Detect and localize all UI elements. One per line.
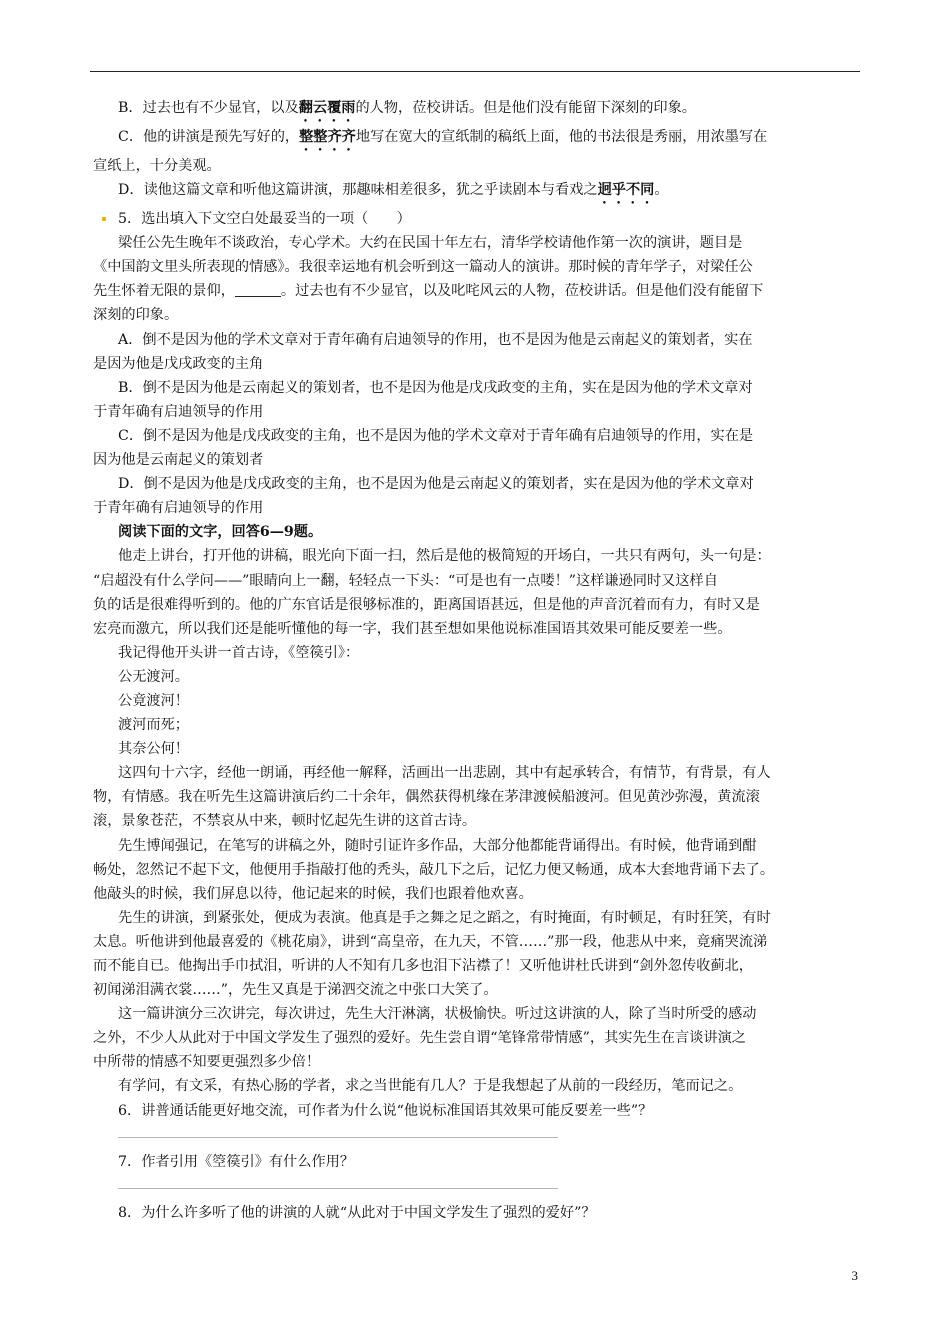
q4-option-b-emphasis: 翻云覆雨 xyxy=(298,100,356,116)
reading-line: 负的话是很难得听到的。他的广东官话是很够标准的，距离国语甚远，但是他的声音沉着而有力，有时又是 xyxy=(93,596,760,613)
q4-option-c-emphasis: 整整齐齐 xyxy=(299,129,356,145)
poem-line: 公竟渡河！ xyxy=(118,692,189,709)
reading-line: 这四句十六字，经他一朗诵，再经他一解释，活画出一出悲剧，其中有起承转合，有情节，有背景，有人 xyxy=(118,765,771,782)
reading-line: 先生博闻强记，在笔写的讲稿之外，随时引证许多作品，大部分他都能背诵得出。有时候，他背诵到酣 xyxy=(118,837,757,854)
q5-passage-text: 。过去也有不少显官，以及叱咤风云的人物，莅校讲话。但是他们没有能留下 xyxy=(280,283,764,300)
q4-option-c-text: C．他的讲演是预先写好的， xyxy=(118,129,300,145)
header-rule xyxy=(90,71,860,72)
q5-option-b-cont: 于青年确有启迪领导的作用 xyxy=(93,403,264,420)
answer-line[interactable] xyxy=(118,1188,558,1189)
q5-option-b: B．倒不是因为他是云南起义的策划者，也不是因为他是戊戌政变的主角，实在是因为他的学术文章对 xyxy=(118,379,753,396)
q4-option-b-text-end: 的人物，莅校讲话。但是他们没有能留下深刻的印象。 xyxy=(355,100,696,116)
q5-option-a: A．倒不是因为他的学术文章对于青年确有启迪领导的作用，也不是因为他是云南起义的策划者，实在 xyxy=(118,331,753,348)
poem-line: 公无渡河。 xyxy=(118,668,189,685)
q4-option-c-cont: 宣纸上，十分美观。 xyxy=(93,158,221,174)
poem-line: 渡河而死； xyxy=(118,717,189,734)
q5-option-a-cont: 是因为他是戊戌政变的主角 xyxy=(93,355,264,372)
question-6: 6．讲普通话能更好地交流，可作者为什么说“他说标准国语其效果可能反要差一些”？ xyxy=(118,1102,653,1119)
q5-option-d: D．倒不是因为他是戊戌政变的主角，也不是因为他是云南起义的策划者，实在是因为他的学术文章对 xyxy=(118,476,754,493)
question-8: 8．为什么许多听了他的讲演的人就“从此对于中国文学发生了强烈的爱好”？ xyxy=(118,1204,596,1221)
q4-option-c xyxy=(93,125,860,154)
q4-option-b xyxy=(93,96,860,125)
q5-passage-line: 深刻的印象。 xyxy=(93,307,179,324)
poem-line: 其奈公何！ xyxy=(118,741,189,758)
q4-option-d xyxy=(93,178,860,207)
margin-mark-icon xyxy=(102,217,106,221)
q5-stem-text: 5．选出填入下文空白处最妥当的一项（ ） xyxy=(118,211,411,228)
reading-line: 滚，景象苍茫，不禁哀从中来，顿时忆起先生讲的这首古诗。 xyxy=(93,813,477,830)
reading-line: “启超没有什么学问——”眼睛向上一翻，轻轻点一下头：“可是也有一点喽！”这样谦逊同时又这样自 xyxy=(93,572,718,589)
fill-in-blank xyxy=(235,282,281,297)
q5-passage-line: 《中国韵文里头所表现的情感》。我很幸运地有机会听到这一篇动人的演讲。那时候的青年学子，对梁任公 xyxy=(93,259,753,276)
reading-line: 先生的讲演，到紧张处，便成为表演。他真是手之舞之足之蹈之，有时掩面，有时顿足，有时狂笑，有时 xyxy=(118,909,771,926)
q5-passage-text: 先生怀着无限的景仰， xyxy=(93,283,235,300)
reading-line: 太息。听他讲到他最喜爱的《桃花扇》，讲到“高皇帝，在九天，不管……”那一段，他悲从中来，竟痛哭流涕 xyxy=(93,933,768,950)
question-7: 7．作者引用《箜篌引》有什么作用？ xyxy=(118,1153,355,1170)
q4-option-d-emphasis: 迥乎不同 xyxy=(597,182,655,199)
q5-option-c: C．倒不是因为他是戊戌政变的主角，也不是因为他的学术文章对于青年确有启迪领导的作用，实在是 xyxy=(118,427,754,444)
q5-passage-line xyxy=(93,279,860,303)
reading-line: 初闻涕泪满衣裳……”，先生又真是于涕泗交流之中张口大笑了。 xyxy=(93,982,498,999)
reading-line: 这一篇讲演分三次讲完，每次讲过，先生大汗淋漓，状极愉快。听过这讲演的人，除了当时所受的感动 xyxy=(118,1006,757,1023)
q4-option-d-text: D．读他这篇文章和听他这篇讲演，那趣味相差很多，犹之乎读剧本与看戏之 xyxy=(118,182,598,199)
answer-line[interactable] xyxy=(118,1137,558,1138)
reading-line: 宏亮而激亢，所以我们还是能听懂他的每一字，我们甚至想如果他说标准国语其效果可能反要差一些。 xyxy=(93,620,732,637)
reading-line: 中所带的情感不知要更强烈多少倍！ xyxy=(93,1054,321,1071)
reading-line: 畅处，忽然记不起下文，他便用手指敲打他的秃头，敲几下之后，记忆力便又畅通，成本大套地背诵下去了。 xyxy=(93,861,775,878)
reading-line: 之外，不少人从此对于中国文学发生了强烈的爱好。先生尝自谓“笔锋常带情感”，其实先生在言谈讲演之 xyxy=(93,1030,746,1047)
reading-line: 他走上讲台，打开他的讲稿，眼光向下面一扫，然后是他的极简短的开场白，一共只有两句，头一句是： xyxy=(118,548,771,565)
reading-line: 有学问，有文采，有热心肠的学者，求之当世能有几人？于是我想起了从前的一段经历，笔而记之。 xyxy=(118,1078,743,1095)
reading-line: 物，有情感。我在听先生这篇讲演后约二十余年，偶然获得机缘在茅津渡候船渡河。但见黄沙弥漫，黄流滚 xyxy=(93,789,760,806)
q4-option-b-text: B．过去也有不少显官，以及 xyxy=(118,100,299,116)
q5-option-d-cont: 于青年确有启迪领导的作用 xyxy=(93,500,264,517)
reading-line: 我记得他开头讲一首古诗，《箜篌引》： xyxy=(118,644,360,661)
q4-option-d-text-end: 。 xyxy=(654,182,669,199)
document-body xyxy=(93,96,860,1225)
q4-option-c-text-end: 地写在宽大的宣纸制的稿纸上面，他的书法很是秀丽，用浓墨写在 xyxy=(355,129,768,145)
page-number: 3 xyxy=(851,1268,858,1283)
reading-line: 而不能自已。他掏出手巾拭泪，听讲的人不知有几多也泪下沾襟了！又听他讲杜氏讲到“剑外忽传收蓟北， xyxy=(93,958,753,974)
reading-line: 他敲头的时候，我们屏息以待，他记起来的时候，我们也跟着他欢喜。 xyxy=(93,885,533,902)
q5-stem xyxy=(93,207,860,231)
q5-passage-line: 梁任公先生晚年不谈政治，专心学术。大约在民国十年左右，清华学校请他作第一次的演讲，题目是 xyxy=(118,235,743,252)
q5-option-c-cont: 因为他是云南起义的策划者 xyxy=(93,452,264,469)
reading-heading: 阅读下面的文字，回答6—9题。 xyxy=(118,524,323,541)
